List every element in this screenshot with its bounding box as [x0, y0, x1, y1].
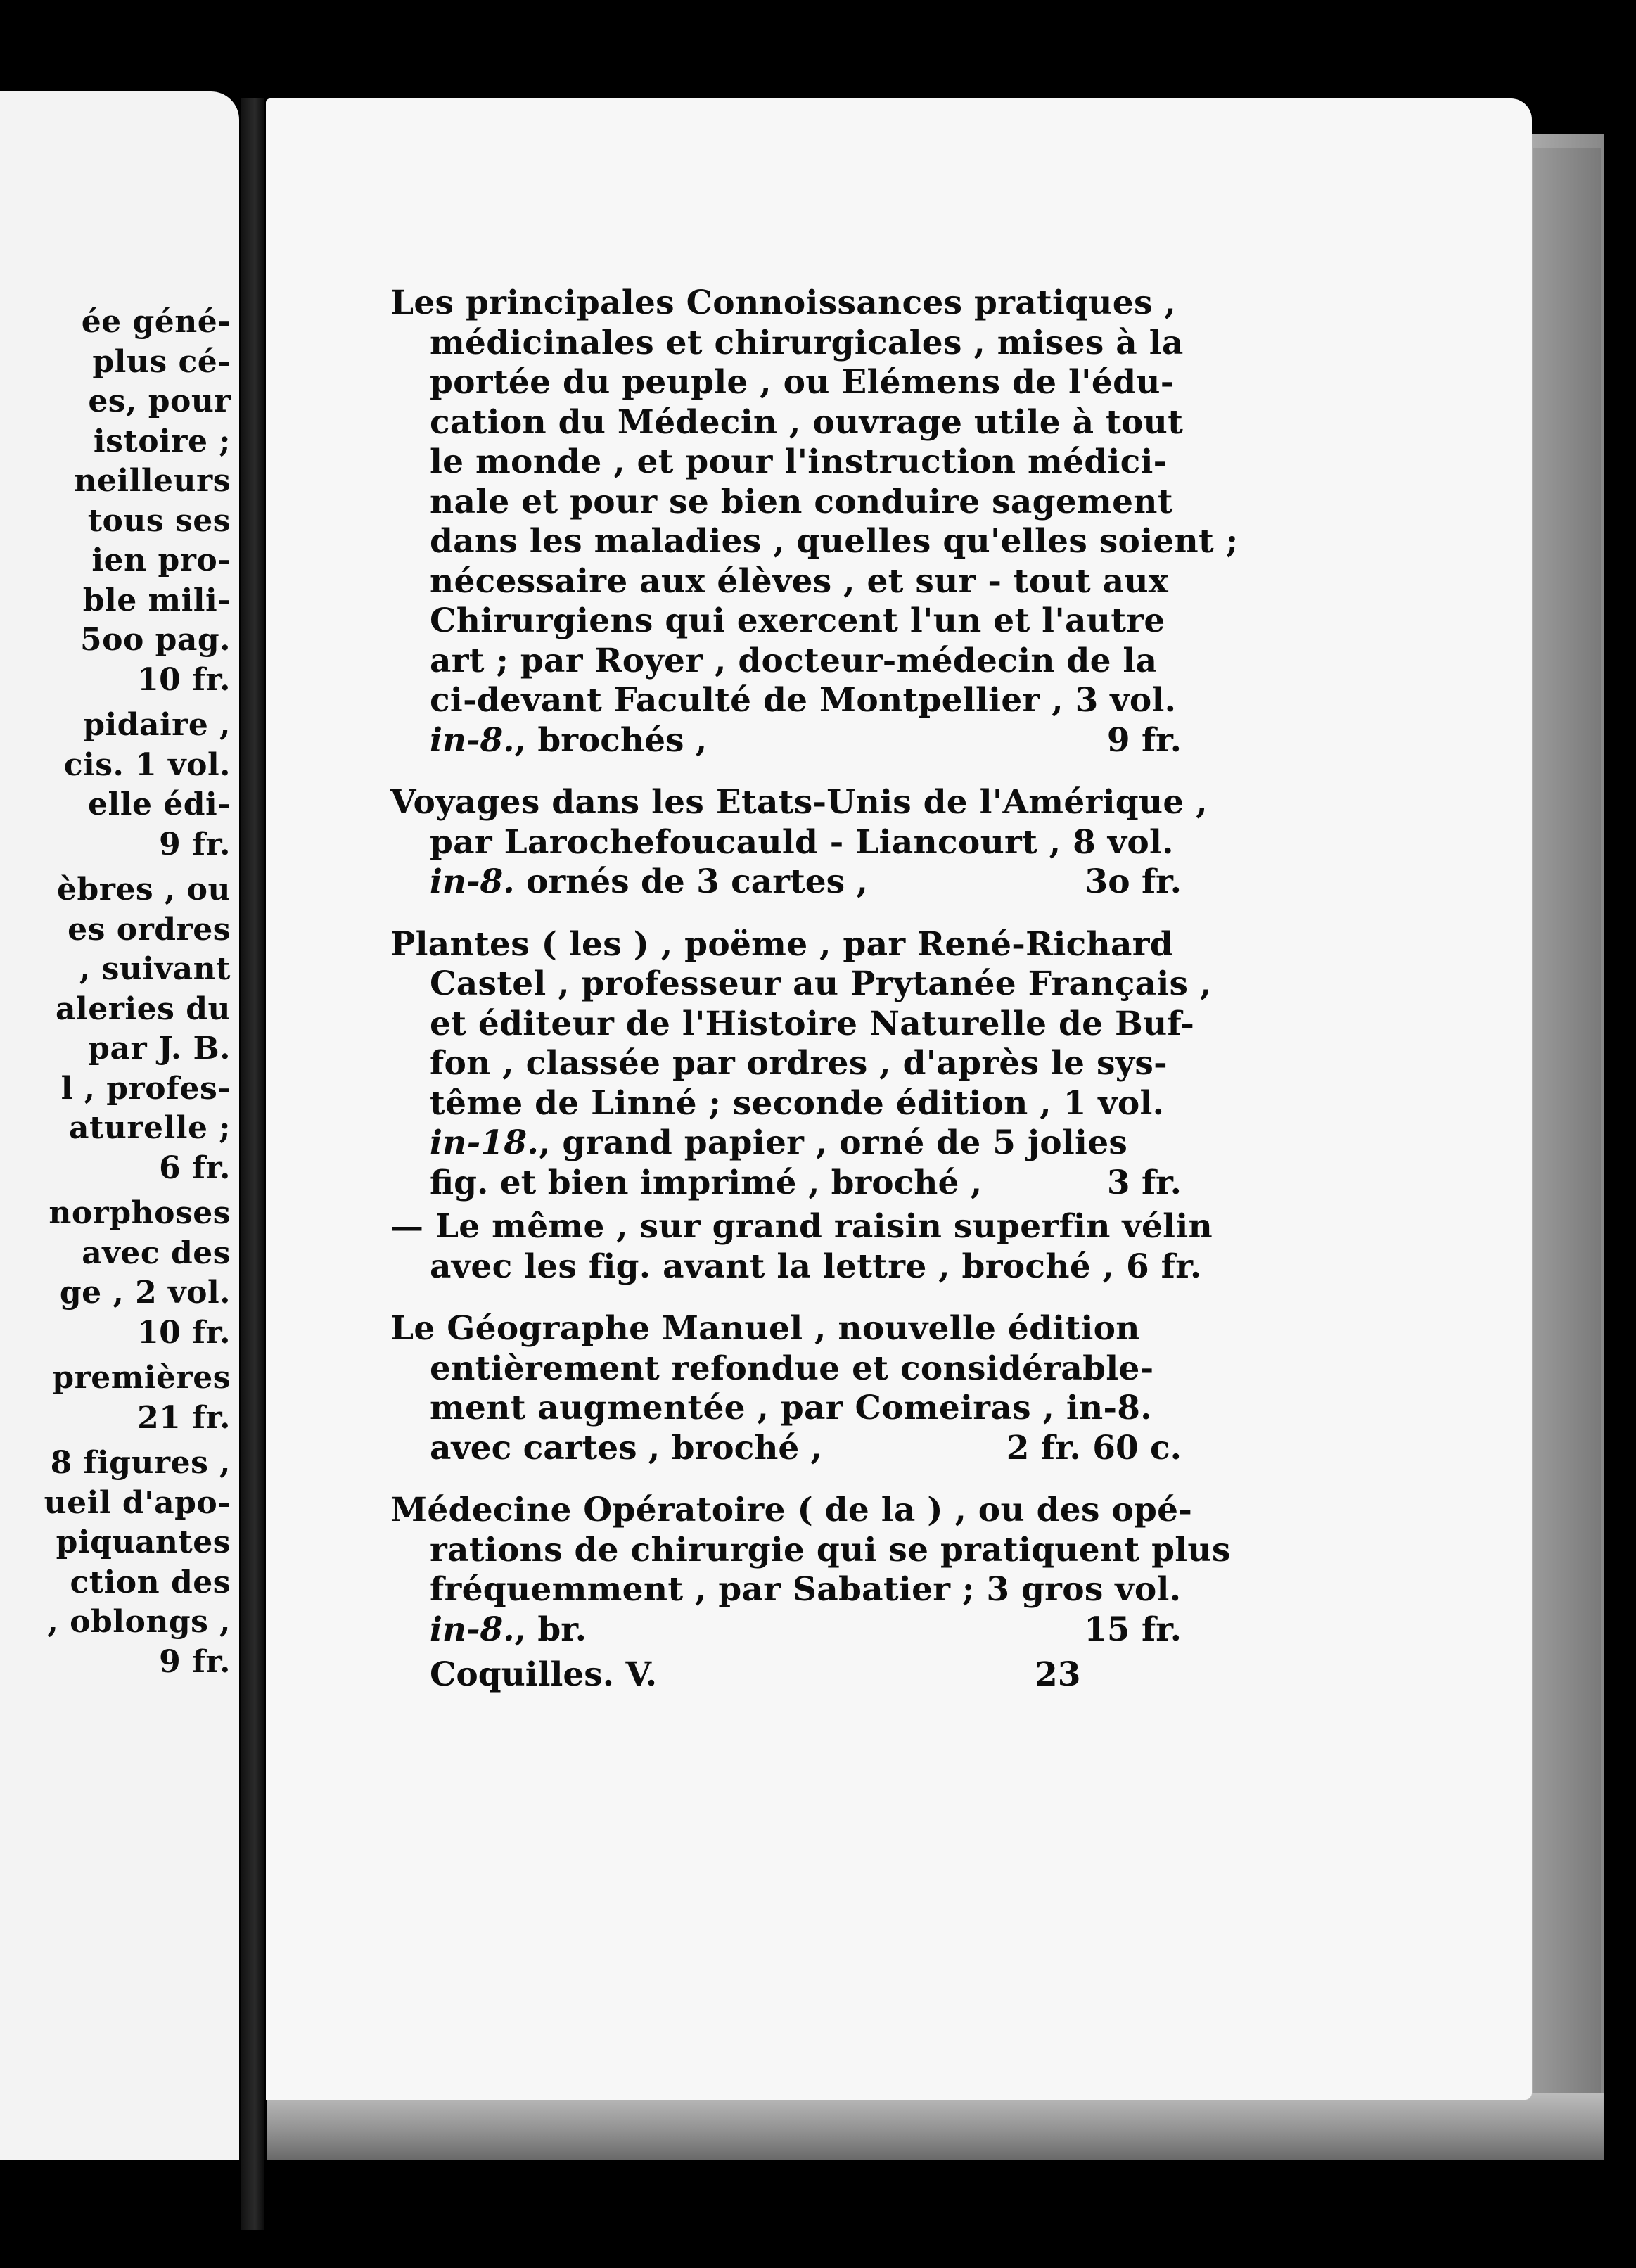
left-line: 6 fr.	[159, 1149, 231, 1186]
entry-line: Le Géographe Manuel , nouvelle édition	[390, 1309, 1140, 1348]
catalogue-entry	[390, 924, 1212, 1204]
catalogue-entry	[390, 1491, 1231, 1650]
format-italic: in-8.	[430, 862, 515, 901]
signature-mark: Coquilles. V.	[430, 1655, 658, 1694]
left-line: ien pro-	[91, 542, 231, 578]
sheet-number: 23	[1035, 1655, 1081, 1694]
entry-format-detail	[430, 862, 868, 903]
left-line: 9 fr.	[159, 826, 231, 862]
entry-line: art ; par Royer , docteur-médecin de la	[430, 641, 1158, 680]
left-line: neilleurs	[74, 463, 231, 499]
catalogue-entry	[390, 783, 1208, 903]
entry-line: Castel , professeur au Prytanée Français ,	[430, 964, 1212, 1003]
entry-price: 2 fr. 60 c.	[1006, 1428, 1182, 1467]
entry-line: avec les fig. avant la lettre , broché , 6 fr.	[430, 1247, 1202, 1286]
entry-price: 9 fr.	[1106, 720, 1182, 760]
entry-line: nécessaire aux élèves , et sur - tout aux	[430, 561, 1169, 601]
entry-line: Chirurgiens qui exercent l'un et l'autre	[430, 601, 1165, 640]
page-edge-inner	[1533, 148, 1601, 2160]
entry-line: portée du peuple , ou Elémens de l'édu-	[430, 363, 1175, 402]
left-line: 8 figures ,	[50, 1445, 231, 1481]
left-page-text	[44, 302, 231, 1682]
entry-line: Les principales Connoissances pratiques ,	[390, 284, 1177, 322]
left-line: ble mili-	[82, 582, 231, 618]
left-line: plus cé-	[92, 343, 231, 380]
catalogue-text	[390, 284, 1239, 1695]
left-line: elle édi-	[88, 786, 231, 822]
left-line: , oblongs ,	[47, 1604, 231, 1640]
entry-line: le monde , et pour l'instruction médici-	[430, 442, 1168, 481]
catalogue-entry	[390, 1207, 1213, 1287]
entry-price-line	[390, 721, 1182, 761]
left-line: es ordres	[68, 911, 231, 948]
left-facing-page	[0, 91, 239, 2160]
format-rest: ornés de 3 cartes ,	[514, 862, 868, 901]
left-line: premières	[52, 1360, 231, 1396]
entry-format-detail	[430, 721, 707, 761]
entry-line: ment augmentée , par Comeiras , in-8.	[430, 1389, 1152, 1427]
left-line: tous ses	[87, 502, 231, 539]
entry-format-detail	[430, 1610, 587, 1650]
entry-line: Plantes ( les ) , poëme , par René-Richard	[390, 924, 1173, 964]
left-line: 5oo pag.	[80, 622, 231, 658]
left-line: , suivant	[79, 951, 231, 987]
entry-price-line	[390, 1610, 1182, 1650]
format-rest: , grand papier , orné de 5 jolies	[539, 1123, 1128, 1162]
entry-price-line	[390, 862, 1182, 903]
left-line: ueil d'apo-	[44, 1484, 231, 1521]
entry-line: Voyages dans les Etats-Unis de l'Amérique ,	[390, 783, 1208, 822]
format-rest: , brochés ,	[514, 720, 708, 760]
left-line: ée géné-	[81, 304, 231, 340]
entry-price-line	[390, 1429, 1182, 1469]
left-line: es, pour	[88, 383, 231, 419]
left-line: 10 fr.	[137, 661, 231, 698]
entry-price: 3 fr.	[1106, 1163, 1182, 1202]
entry-line: — Le même , sur grand raisin superfin vélin	[390, 1207, 1213, 1246]
left-line: l , profes-	[60, 1070, 231, 1107]
entry-price: 15 fr.	[1084, 1610, 1182, 1649]
left-line: aturelle ;	[69, 1110, 231, 1146]
entry-format-detail: fig. et bien imprimé , broché ,	[430, 1163, 983, 1202]
left-line: istoire ;	[93, 423, 231, 459]
entry-line: et éditeur de l'Histoire Naturelle de Buf-	[430, 1004, 1195, 1043]
entry-price-line	[390, 1164, 1182, 1204]
left-line: ction des	[70, 1564, 231, 1600]
page-footer	[390, 1655, 1182, 1695]
left-line: piquantes	[56, 1524, 231, 1560]
entry-line: fréquemment , par Sabatier ; 3 gros vol.	[430, 1570, 1182, 1609]
left-line: norphoses	[49, 1195, 231, 1231]
left-line: avec des	[82, 1235, 231, 1271]
catalogue-entry	[390, 284, 1239, 760]
entry-line: Médecine Opératoire ( de la ) , ou des opé-	[390, 1491, 1193, 1529]
left-line: par J. B.	[88, 1031, 231, 1066]
left-line: èbres , ou	[57, 872, 231, 907]
entry-line: cation du Médecin , ouvrage utile à tout	[430, 402, 1184, 442]
left-line: 10 fr.	[137, 1314, 231, 1351]
entry-line: par Larochefoucauld - Liancourt , 8 vol.	[430, 822, 1174, 862]
format-italic: in-8.	[430, 1610, 515, 1649]
format-italic: in-8.	[430, 720, 515, 760]
catalogue-entry	[390, 1309, 1182, 1468]
page-bottom-edge	[267, 2093, 1604, 2160]
entry-line: tême de Linné ; seconde édition , 1 vol.	[430, 1083, 1165, 1123]
left-line: ge , 2 vol.	[59, 1275, 231, 1311]
left-line: cis. 1 vol.	[63, 746, 231, 783]
left-line: pidaire ,	[83, 707, 231, 743]
book-gutter	[241, 98, 264, 2230]
left-line: aleries du	[56, 990, 231, 1027]
entry-line: dans les maladies , quelles qu'elles soient ;	[430, 522, 1239, 561]
entry-price: 3o fr.	[1085, 862, 1182, 901]
format-italic: in-18.	[430, 1123, 539, 1162]
left-line: 9 fr.	[159, 1643, 231, 1680]
format-rest: , br.	[514, 1610, 587, 1649]
entry-line: entièrement refondue et considérable-	[430, 1349, 1154, 1388]
entry-line: fon , classée par ordres , d'après le sys-	[430, 1044, 1168, 1083]
entry-format-detail: avec cartes , broché ,	[430, 1428, 823, 1467]
entry-line: ci-devant Faculté de Montpellier , 3 vol.	[430, 681, 1177, 720]
entry-line: nale et pour se bien conduire sagement	[430, 482, 1173, 521]
left-line: 21 fr.	[137, 1399, 231, 1436]
entry-line: rations de chirurgie qui se pratiquent plus	[430, 1530, 1231, 1569]
entry-line: médicinales et chirurgicales , mises à la	[430, 323, 1184, 362]
entry-line	[390, 1123, 1182, 1164]
